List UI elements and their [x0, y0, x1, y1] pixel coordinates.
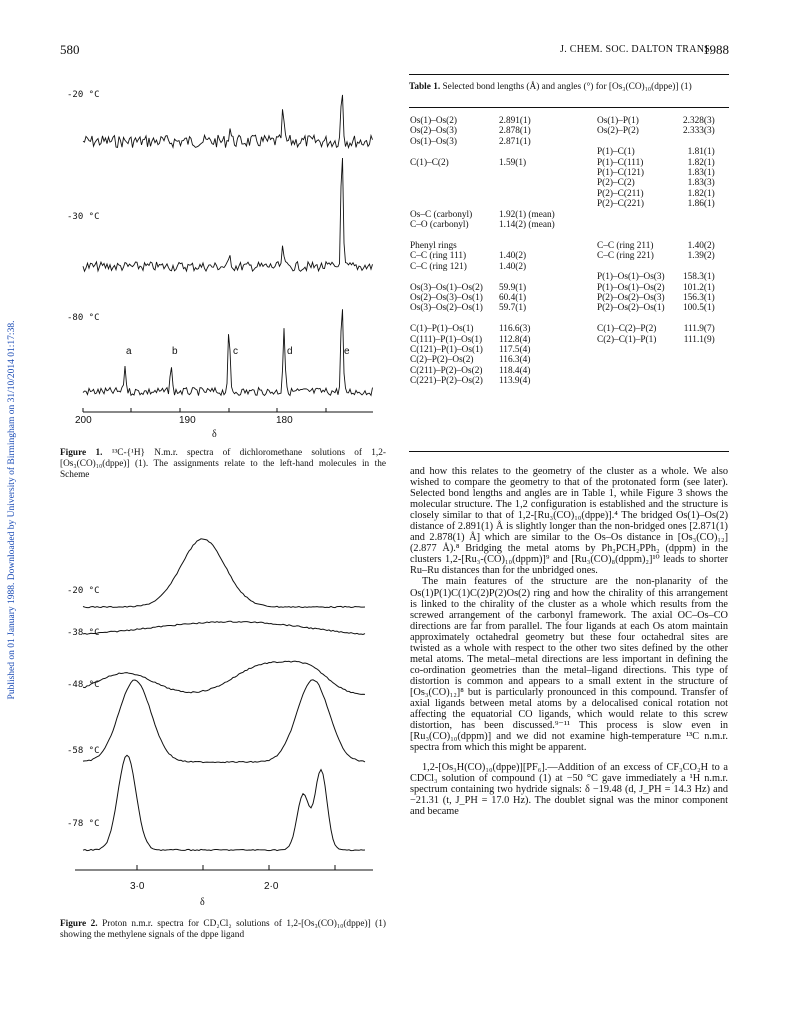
nmr-trace: [83, 539, 365, 608]
body-paragraph: 1,2-[Os₃H(CO)₁₀(dppe)][PF₆].—Addition of an excess of CF₃CO₂H to a CDCl₃ solution of compound (1) at −50 °C gave immediately a ¹H n.m.r. spectrum containing two hydride signals: δ −19.48 (d, J_PH = 14.3 Hz) and −21.31 (t, J_PH = 17.0 Hz). The doublet signal was the minor component and became: [410, 762, 728, 818]
fig2-temp-label: -58 °C: [67, 746, 100, 756]
fig1-temp-label: -30 °C: [67, 212, 100, 222]
nmr-trace: [83, 755, 365, 850]
table1-col2-values: 2.328(3) 2.333(3) 1.81(1) 1.82(1) 1.83(1) 1.83(3) 1.82(1) 1.86(1) 1.40(2) 1.39(2) 158.3(1) 101.2(1) 156.3(1) 100.5(1) 111.9(7) 111.1(9): [683, 116, 715, 345]
table-bottom-rule: [409, 451, 729, 452]
nmr-trace: [83, 680, 365, 763]
fig2-temp-label: -20 °C: [67, 586, 100, 596]
fig1-temp-label: -20 °C: [67, 90, 100, 100]
fig2-axis-label: δ: [200, 897, 205, 908]
figure2-axis: [75, 865, 373, 870]
nmr-trace: [83, 661, 365, 694]
table-head-rule: [409, 107, 729, 108]
fig1-axis-label: δ: [212, 429, 217, 440]
table1-col1-values: 2.891(1) 2.878(1) 2.871(1) 1.59(1) 1.92(1) (mean) 1.14(2) (mean) 1.40(2) 1.40(2) 59.9(1) 60.4(1) 59.7(1) 116.6(3) 112.8(4) 117.5(4) 116.3(4) 118.4(4) 113.9(4): [499, 116, 555, 387]
fig1-tick-label: 200: [75, 415, 92, 426]
fig1-peak-label: c: [233, 346, 238, 357]
figure1-caption: [60, 448, 386, 481]
table1-title-label: Table 1.: [409, 82, 441, 92]
nmr-trace: [83, 158, 373, 271]
journal-year: 1988: [703, 42, 729, 57]
figure2-spectra: [55, 525, 390, 895]
fig2-temp-label: -78 °C: [67, 819, 100, 829]
nmr-trace: [83, 621, 365, 634]
table1-col2-labels: Os(1)–P(1) Os(2)–P(2) P(1)–C(1) P(1)–C(111) P(1)–C(121) P(2)–C(2) P(2)–C(211) P(2)–C(221) C–C (ring 211) C–C (ring 221) P(1)–Os(1)–Os(3) P(1)–Os(1)–Os(2) P(2)–Os(2)–Os(3) P(2)–Os(2)–Os(1) C(1)–C(2)–P(2) C(2)–C(1)–P(1): [597, 116, 665, 345]
fig1-tick-label: 180: [276, 415, 293, 426]
page-number: 580: [60, 42, 80, 57]
fig2-tick-label: 2·0: [264, 881, 279, 892]
figure1-axis: [83, 408, 373, 412]
figure1-caption-text: ¹³C-{¹H} N.m.r. spectra of dichloromethane solutions of 1,2-[Os₃(CO)₁₀(dppe)] (1). The assignments relate to the left-hand molecules in the Scheme: [60, 448, 386, 480]
download-note: Published on 01 January 1988. Downloaded by University of Birmingham on 31/10/2014 01:17:38.: [7, 320, 17, 700]
figure1-spectra: [55, 62, 390, 447]
fig2-tick-label: 3·0: [130, 881, 145, 892]
figure2-caption: [60, 919, 386, 941]
fig1-peak-label: e: [344, 346, 350, 357]
fig1-tick-label: 190: [179, 415, 196, 426]
table-top-rule: [409, 74, 729, 75]
fig2-temp-label: -48 °C: [67, 680, 100, 690]
journal-name: J. CHEM. SOC. DALTON TRANS.: [560, 44, 713, 55]
body-text-column: [410, 466, 728, 817]
figure1-caption-label: Figure 1.: [60, 448, 103, 458]
fig2-temp-label: -38 °C: [67, 628, 100, 638]
body-paragraph: and how this relates to the geometry of the cluster as a whole. We also wished to compare the geometry to that of the protonated form (see later). Selected bond lengths and angles are in Table 1, while Figure 3 shows the molecular structure. The 1,2 configuration is established and the structure is closely similar to that of 1,2-[Ru₃(CO)₁₀(dppe)].⁴ The bridged Os(1)–Os(2) distance of 2.891(1) Å is slightly longer than the non-bridged ones [2.871(1) and 2.878(1) Å] which are similar to the Os–Os distance in [Os₃(CO)₁₂] (2.877 Å).⁸ Bridging the metal atoms by Ph₂PCH₂PPh₂ (dppm) in the clusters 1,2-[Ru₃-(CO)₁₀(dppm)]⁹ and [Ru₃(CO)₈(dppm)₂]¹⁰ leads to shorter Ru–Ru distances than for the unbridged ones.: [410, 466, 728, 577]
table1-title-text: Selected bond lengths (Å) and angles (°) for [Os₃(CO)₁₀(dppe)] (1): [442, 82, 692, 92]
figure2-caption-text: Proton n.m.r. spectra for CD₂Cl₂ solutions of 1,2-[Os₃(CO)₁₀(dppe)] (1) showing the methylene signals of the dppe ligand: [60, 919, 387, 940]
table1-title: [409, 82, 729, 93]
fig1-peak-label: b: [172, 346, 178, 357]
body-paragraph: The main features of the structure are the non-planarity of the Os(1)P(1)C(1)C(2)P(2)Os(2) ring and how the chirality of this arrangement is linked to the chirality of the cluster as a whole which results from the screwed arrangement of the carbonyl framework. The axial OC–Os–CO directions are far from parallel. The four ligands at each Os atom maintain approximately octahedral geometry but these four octahedral sites are twisted as a whole with respect to the other two sites defined by the other metal atoms. The metal–metal directions are less important in defining the co-ordination geometries than the metal–ligand directions. This type of distortion is common and appears to a small extent in the structure of [Os₃(CO)₁₂]⁸ but is particularly pronounced in this compound. Transfer of axial ligands between metal atoms by a delocalised conical rotation not affecting the equatorial CO ligands, which would relate to this screw distortion, has been discussed.⁹⁻¹¹ This process is slow even in [Ru₃(CO)₁₀(dppm)] and we did not examine high-temperature ¹³C n.m.r. spectra from which this might be apparent.: [410, 576, 728, 754]
fig1-temp-label: -80 °C: [67, 313, 100, 323]
fig1-peak-label: a: [126, 346, 132, 357]
fig1-peak-label: d: [287, 346, 293, 357]
figure2-traces: [83, 539, 365, 851]
nmr-trace: [83, 95, 373, 148]
figure2-caption-label: Figure 2.: [60, 919, 98, 929]
table1-col1-labels: Os(1)–Os(2) Os(2)–Os(3) Os(1)–Os(3) C(1)–C(2) Os–C (carbonyl) C–O (carbonyl) Phenyl rings C–C (ring 111) C–C (ring 121) Os(3)–Os(1)–Os(2) Os(2)–Os(3)–Os(1) Os(3)–Os(2)–Os(1) C(1)–P(1)–Os(1) C(111)–P(1)–Os(1) C(121)–P(1)–Os(1) C(2)–P(2)–Os(2) C(211)–P(2)–Os(2) C(221)–P(2)–Os(2): [410, 116, 483, 387]
